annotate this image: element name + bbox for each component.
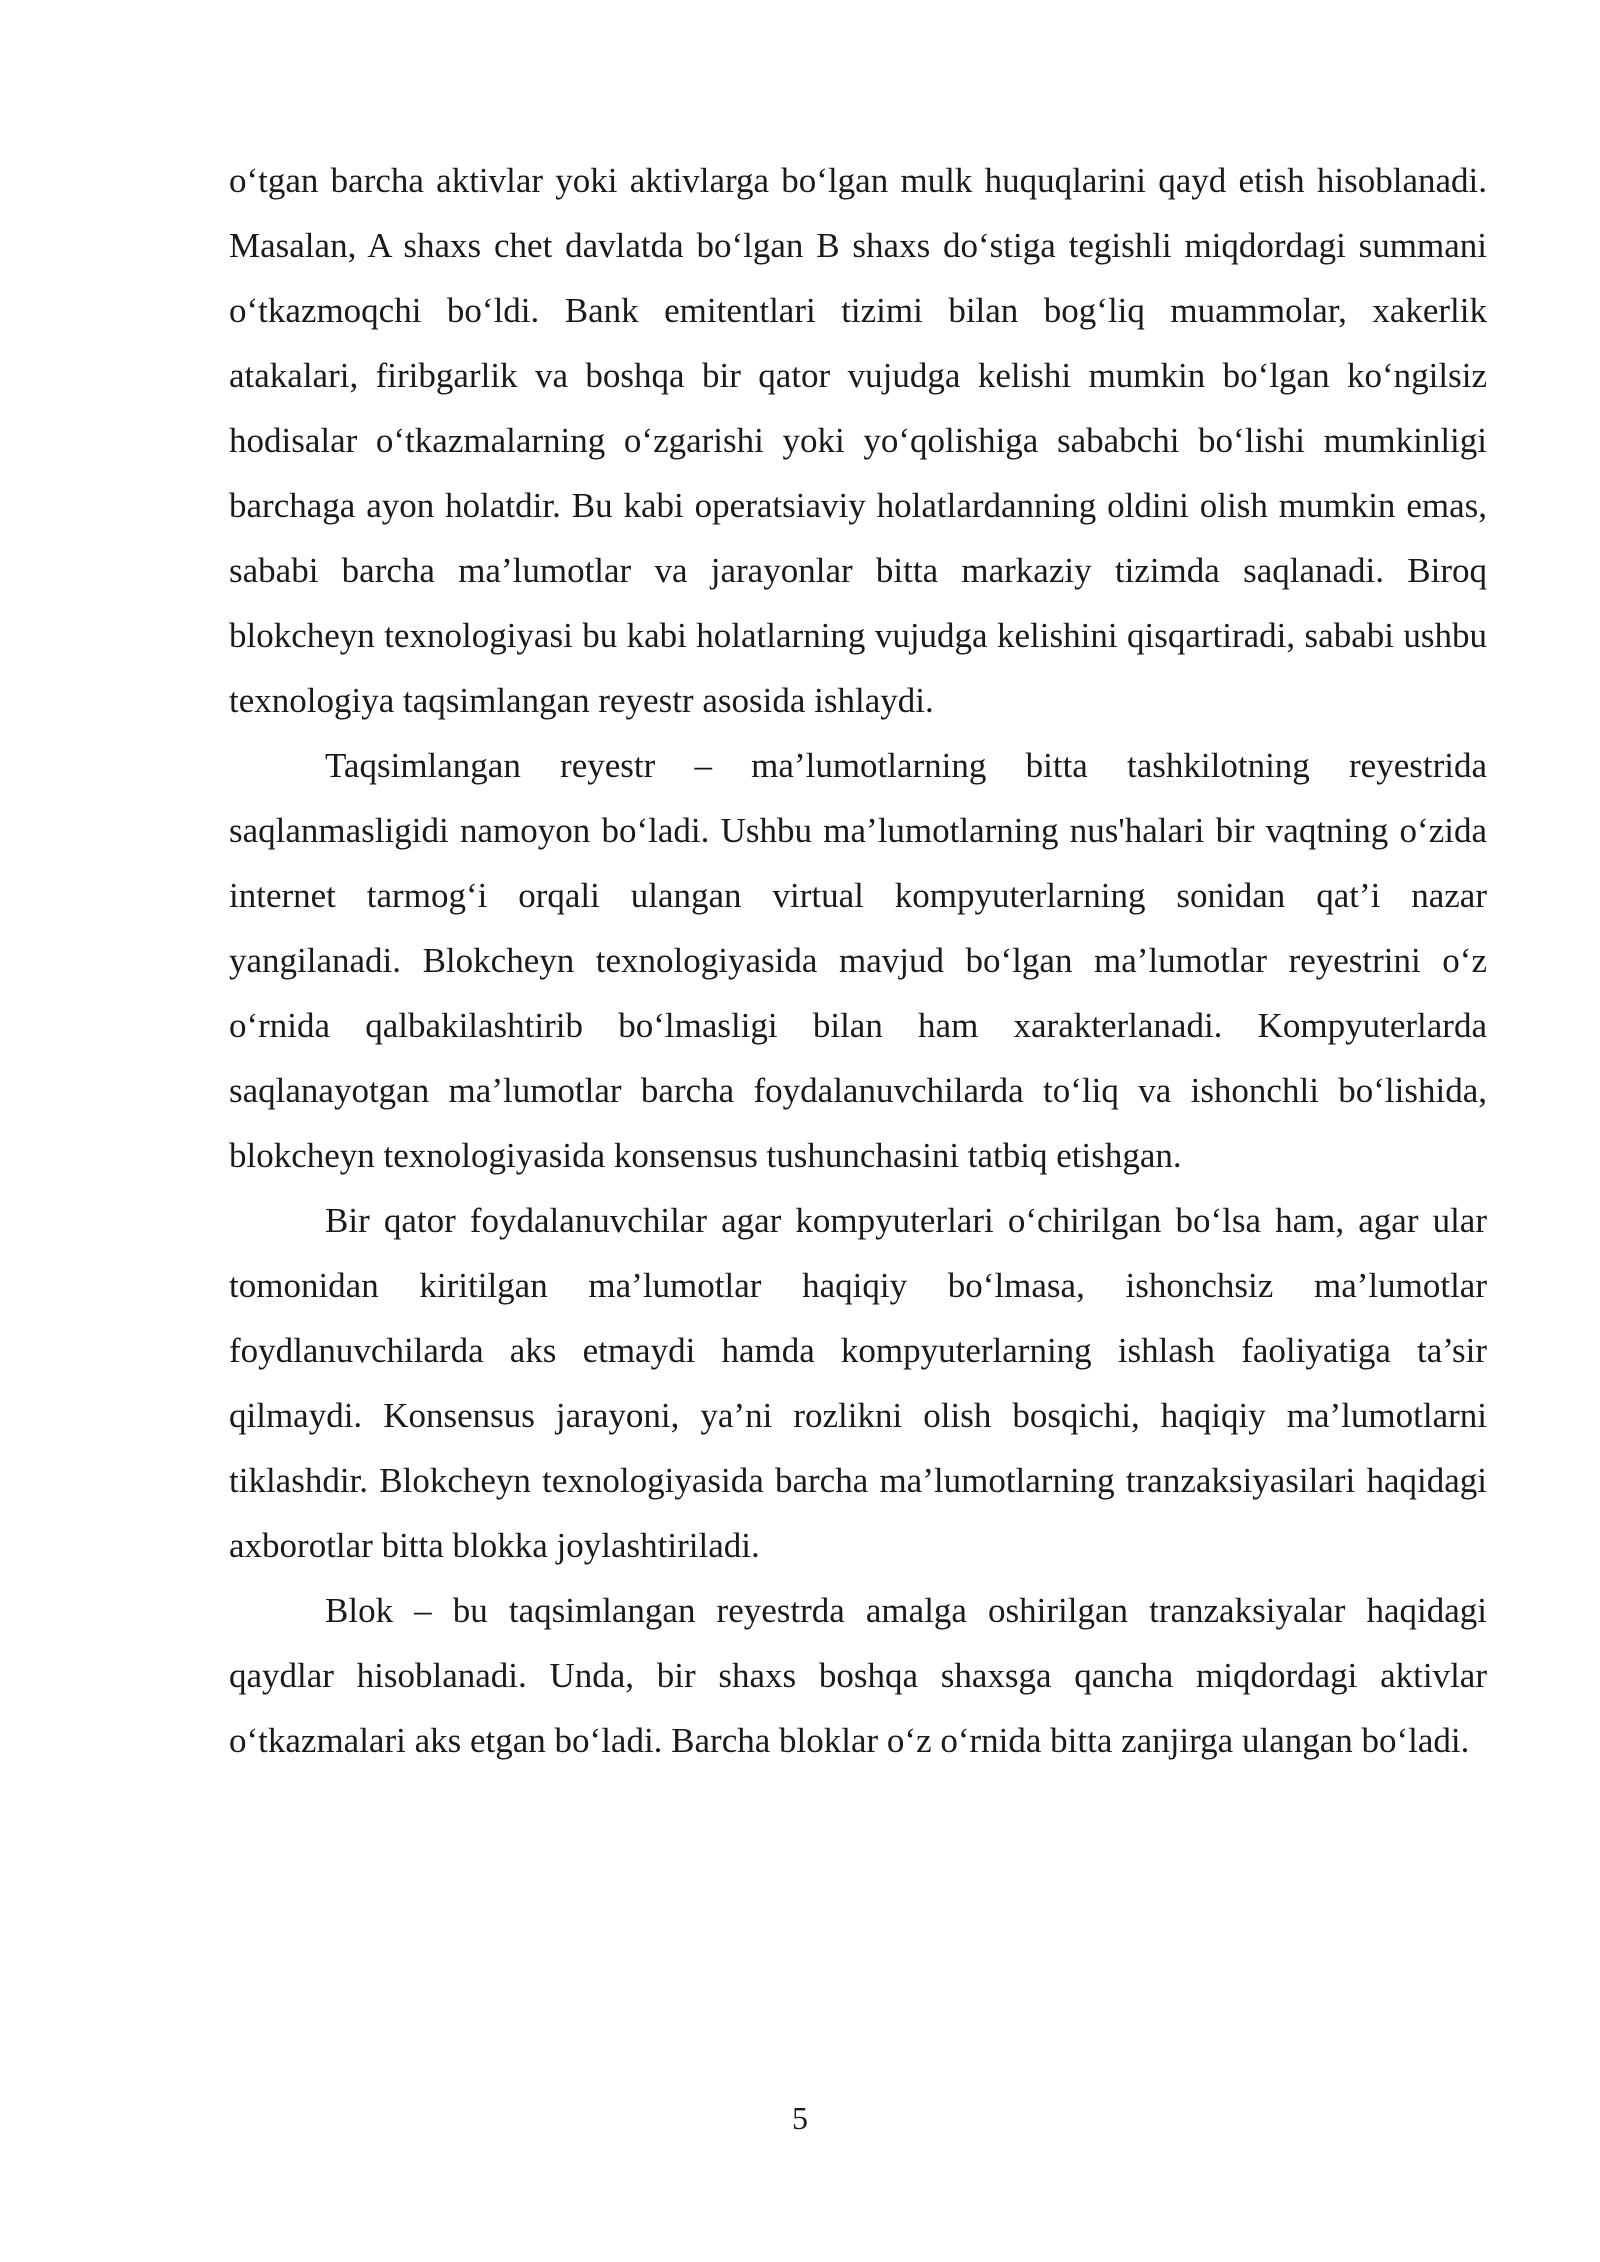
- paragraph-3: Bir qator foydalanuvchilar agar kompyuterlari o‘chirilgan bo‘lsa ham, agar ular tomonidan kiritilgan ma’lumotlar haqiqiy bo‘lmasa, ishonchsiz ma’lumotlar foydlanuvchilarda aks etmaydi hamda kompyuterlarning ishlash faoliyatiga ta’sir qilmaydi. Konsensus jarayoni, ya’ni rozlikni olish bosqichi, haqiqiy ma’lumotlarni tiklashdir. Blokcheyn texnologiyasida barcha ma’lumotlarning tranzaksiyasilari haqidagi axborotlar bitta blokka joylashtiriladi.: [229, 1201, 1487, 1565]
- paragraph-1: o‘tgan barcha aktivlar yoki aktivlarga bo‘lgan mulk huquqlarini qayd etish hisoblanadi. Masalan, A shaxs chet davlatda bo‘lgan B shaxs do‘stiga tegishli miqdordagi summani o‘tkazmoqchi bo‘ldi. Bank emitentlari tizimi bilan bog‘liq muammolar, xakerlik atakalari, firibgarlik va boshqa bir qator vujudga kelishi mumkin bo‘lgan ko‘ngilsiz hodisalar o‘tkazmalarning o‘zgarishi yoki yo‘qolishiga sababchi bo‘lishi mumkinligi barchaga ayon holatdir. Bu kabi operatsiaviy holatlardanning oldini olish mumkin emas, sababi barcha ma’lumotlar va jarayonlar bitta markaziy tizimda saqlanadi. Biroq blokcheyn texnologiyasi bu kabi holatlarning vujudga kelishini qisqartiradi, sababi ushbu texnologiya taqsimlangan reyestr asosida ishlaydi.: [229, 161, 1487, 720]
- page-number: 5: [792, 2100, 808, 2136]
- body-text: [229, 148, 1487, 1773]
- paragraph-2: Taqsimlangan reyestr – ma’lumotlarning bitta tashkilotning reyestrida saqlanmasligidi namoyon bo‘ladi. Ushbu ma’lumotlarning nus'halari bir vaqtning o‘zida internet tarmog‘i orqali ulangan virtual kompyuterlarning sonidan qat’i nazar yangilanadi. Blokcheyn texnologiyasida mavjud bo‘lgan ma’lumotlar reyestrini o‘z o‘rnida qalbakilashtirib bo‘lmasligi bilan ham xarakterlanadi. Kompyuterlarda saqlanayotgan ma’lumotlar barcha foydalanuvchilarda to‘liq va ishonchli bo‘lishida, blokcheyn texnologiyasida konsensus tushunchasini tatbiq etishgan.: [229, 746, 1487, 1175]
- paragraph-4: Blok – bu taqsimlangan reyestrda amalga oshirilgan tranzaksiyalar haqidagi qaydlar hisoblanadi. Unda, bir shaxs boshqa shaxsga qancha miqdordagi aktivlar o‘tkazmalari aks etgan bo‘ladi. Barcha bloklar o‘z o‘rnida bitta zanjirga ulangan bo‘ladi.: [229, 1591, 1487, 1760]
